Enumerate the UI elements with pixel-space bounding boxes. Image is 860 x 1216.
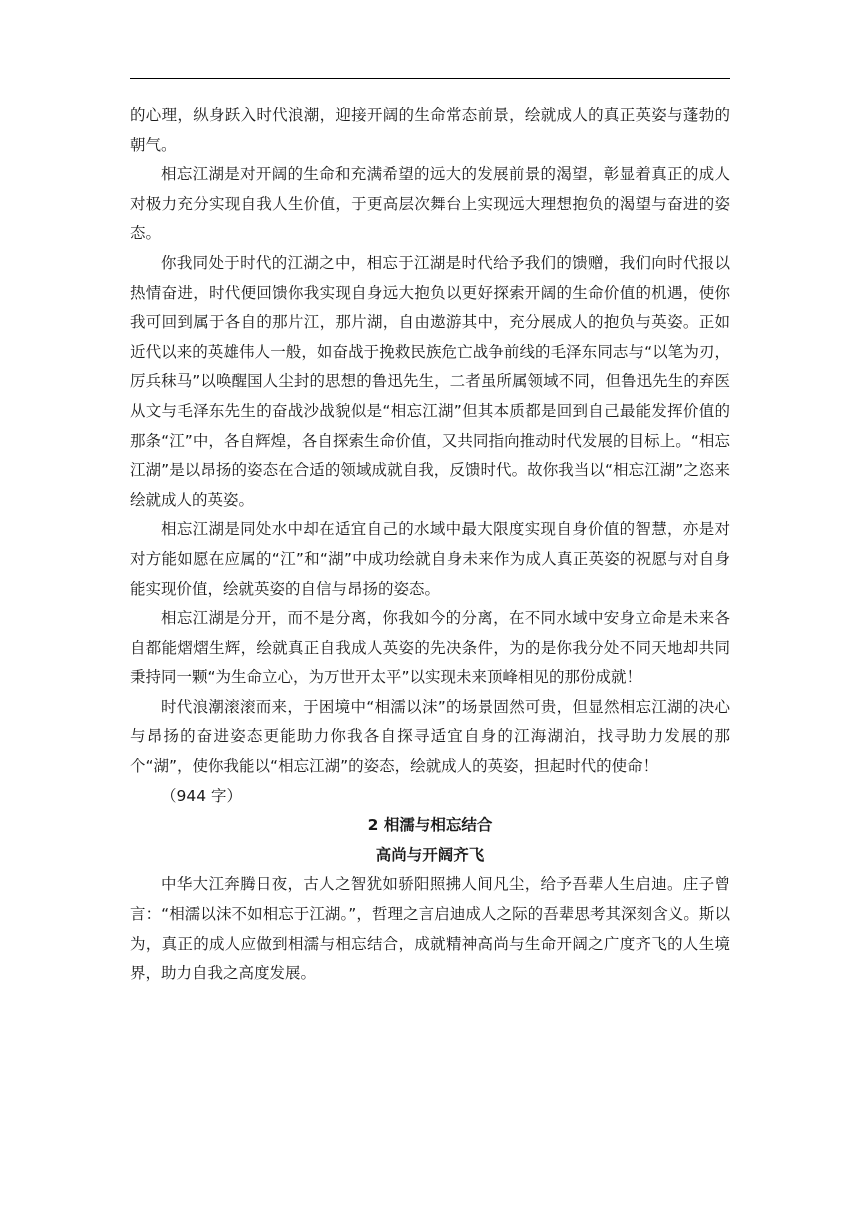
paragraph: 你我同处于时代的江湖之中，相忘于江湖是时代给予我们的馈赠，我们向时代报以热情奋进，时代便回馈你我实现自身远大抱负以更好探索开阔的生命价值的机遇，使你我可回到属于各自的那片江，那片湖，自由遨游其中，充分展成人的抱负与英姿。正如近代以来的英雄伟人一般，如奋战于挽救民族危亡战争前线的毛泽东同志与“以笔为刃，厉兵秣马”以唤醒国人尘封的思想的鲁迅先生，二者虽所属领域不同，但鲁迅先生的弃医从文与毛泽东先生的奋战沙战貌似是“相忘江湖”但其本质都是回到自己最能发挥价值的那条“江”中，各自辉煌，各自探索生命价值，又共同指向推动时代发展的目标上。“相忘江湖”是以昂扬的姿态在合适的领域成就自我，反馈时代。故你我当以“相忘江湖”之恣来绘就成人的英姿。: [130, 253, 730, 509]
essay-title: 高尚与开阔齐飞: [375, 845, 485, 864]
section-title: 2 相濡与相忘结合: [367, 816, 493, 835]
paragraph-continued: 的心理，纵身跃入时代浪潮，迎接开阔的生命常态前景，绘就成人的真正英姿与蓬勃的朝气。: [130, 106, 730, 154]
word-count: （944 字）: [161, 786, 243, 805]
header-rule: [130, 78, 730, 79]
paragraph: 相忘江湖是分开，而不是分离，你我如今的分离，在不同水域中安身立命是未来各自都能熠熠生辉，绘就真正自我成人英姿的先决条件，为的是你我分处不同天地却共同秉持同一颗“为生命立心，为万世开太平”以实现未来顶峰相见的那份成就！: [130, 609, 730, 687]
paragraph: 中华大江奔腾日夜，古人之智犹如骄阳照拂人间凡尘，给予吾辈人生启迪。庄子曾言：“相濡以沫不如相忘于江湖。”，哲理之言启迪成人之际的吾辈思考其深刻含义。斯以为，真正的成人应做到相濡与相忘结合，成就精神高尚与生命开阔之广度齐飞的人生境界，助力自我之高度发展。: [130, 875, 730, 983]
document-body: [130, 101, 730, 989]
paragraph: 时代浪潮滚滚而来，于困境中“相濡以沫”的场景固然可贵，但显然相忘江湖的决心与昂扬的奋进姿态更能助力你我各自探寻适宜自身的江海湖泊，找寻助力发展的那个“湖”，使你我能以“相忘江湖”的姿态，绘就成人的英姿，担起时代的使命！: [130, 697, 730, 776]
paragraph: 相忘江湖是同处水中却在适宜自己的水域中最大限度实现自身价值的智慧，亦是对对方能如愿在应属的“江”和“湖”中成功绘就自身未来作为成人真正英姿的祝愿与对自身能实现价值，绘就英姿的自信与昂扬的姿态。: [130, 520, 730, 598]
paragraph: 相忘江湖是对开阔的生命和充满希望的远大的发展前景的渴望，彰显着真正的成人对极力充分实现自我人生价值，于更高层次舞台上实现远大理想抱负的渴望与奋进的姿态。: [130, 165, 730, 243]
